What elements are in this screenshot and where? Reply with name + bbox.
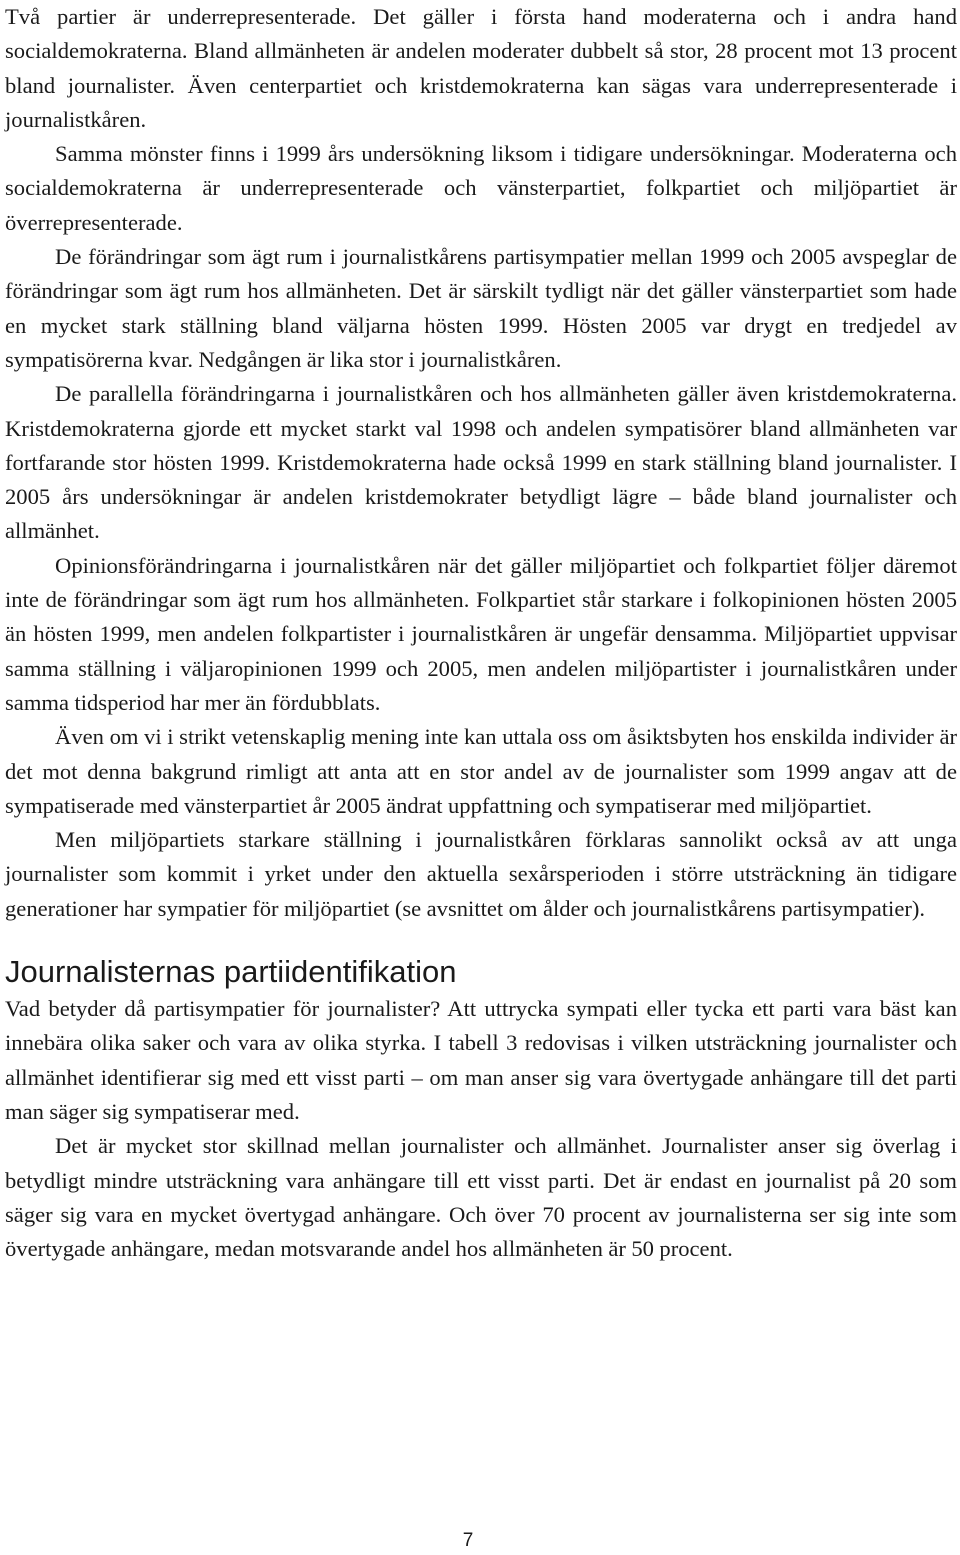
document-page xyxy=(5,0,957,1266)
paragraph: Samma mönster finns i 1999 års undersökning liksom i tidigare undersökningar. Moderaterna och socialdemokraterna är underrepresenterade och vänsterpartiet, folkpartiet och miljöpartiet är överrepresenterade. xyxy=(5,141,957,235)
paragraph: De förändringar som ägt rum i journalistkårens partisympatier mellan 1999 och 2005 avspeglar de förändringar som ägt rum hos allmänheten. Det är särskilt tydligt när det gäller vänsterpartiet som hade en mycket stark ställning bland väljarna hösten 1999. Hösten 2005 var drygt en tredjedel av sympatisörerna kvar. Nedgången är lika stor i journalistkåren. xyxy=(5,244,957,372)
page-number: 7 xyxy=(462,1530,474,1551)
paragraph: Två partier är underrepresenterade. Det gäller i första hand moderaterna och i andra hand socialdemokraterna. Bland allmänheten är andelen moderater dubbelt så stor, 28 procent mot 13 procent bland journalister. Även centerpartiet och kristdemokraterna kan sägas vara underrepresenterade i journalistkåren. xyxy=(5,4,957,132)
paragraph: Opinionsförändringarna i journalistkåren när det gäller miljöpartiet och folkpartiet följer däremot inte de förändringar som ägt rum hos allmänheten. Folkpartiet står starkare i folkopinionen hösten 2005 än hösten 1999, men andelen folkpartister i journalistkåren är ungefär densamma. Miljöpartiet uppvisar samma ställning i väljaropinionen 1999 och 2005, men andelen miljöpartister i journalistkåren under samma tidsperiod har mer än fördubblats. xyxy=(5,552,957,715)
paragraph: De parallella förändringarna i journalistkåren och hos allmänheten gäller även kristdemokraterna. Kristdemokraterna gjorde ett mycket starkt val 1998 och andelen sympatisörer bland allmänheten var fortfarande stor hösten 1999. Kristdemokraterna hade också 1999 en stark ställning bland journalister. I 2005 års undersökningar är andelen kristdemokrater betydligt lägre – både bland journalister och allmänhet. xyxy=(5,381,957,544)
paragraph: Men miljöpartiets starkare ställning i journalistkåren förklaras sannolikt också av att unga journalister som kommit i yrket under den aktuella sexårsperioden i större utsträckning än tidigare generationer har sympatier för miljöpartiet (se avsnittet om ålder och journalistkårens partisympatier). xyxy=(5,827,957,921)
paragraph: Vad betyder då partisympatier för journalister? Att uttrycka sympati eller tycka ett parti vara bäst kan innebära olika saker och vara av olika styrka. I tabell 3 redovisas i vilken utsträckning journalister och allmänhet identifierar sig med ett visst parti – om man anser sig vara övertygade anhängare till det parti man säger sig sympatiserar med. xyxy=(5,996,957,1124)
section-heading: Journalisternas partiidentifikation xyxy=(5,954,457,990)
paragraph: Det är mycket stor skillnad mellan journalister och allmänhet. Journalister anser sig överlag i betydligt mindre utsträckning vara anhängare till ett visst parti. Det är endast en journalist på 20 som säger sig vara en mycket övertygad anhängare. Och över 70 procent av journalisterna ser sig inte som övertygade anhängare, medan motsvarande andel hos allmänheten är 50 procent. xyxy=(5,1133,957,1262)
paragraph: Även om vi i strikt vetenskaplig mening inte kan uttala oss om åsiktsbyten hos enskilda individer är det mot denna bakgrund rimligt att anta att en stor andel av de journalister som 1999 angav att de sympatiserade med vänsterpartiet år 2005 ändrat uppfattning och sympatiserar med miljöpartiet. xyxy=(5,724,957,818)
